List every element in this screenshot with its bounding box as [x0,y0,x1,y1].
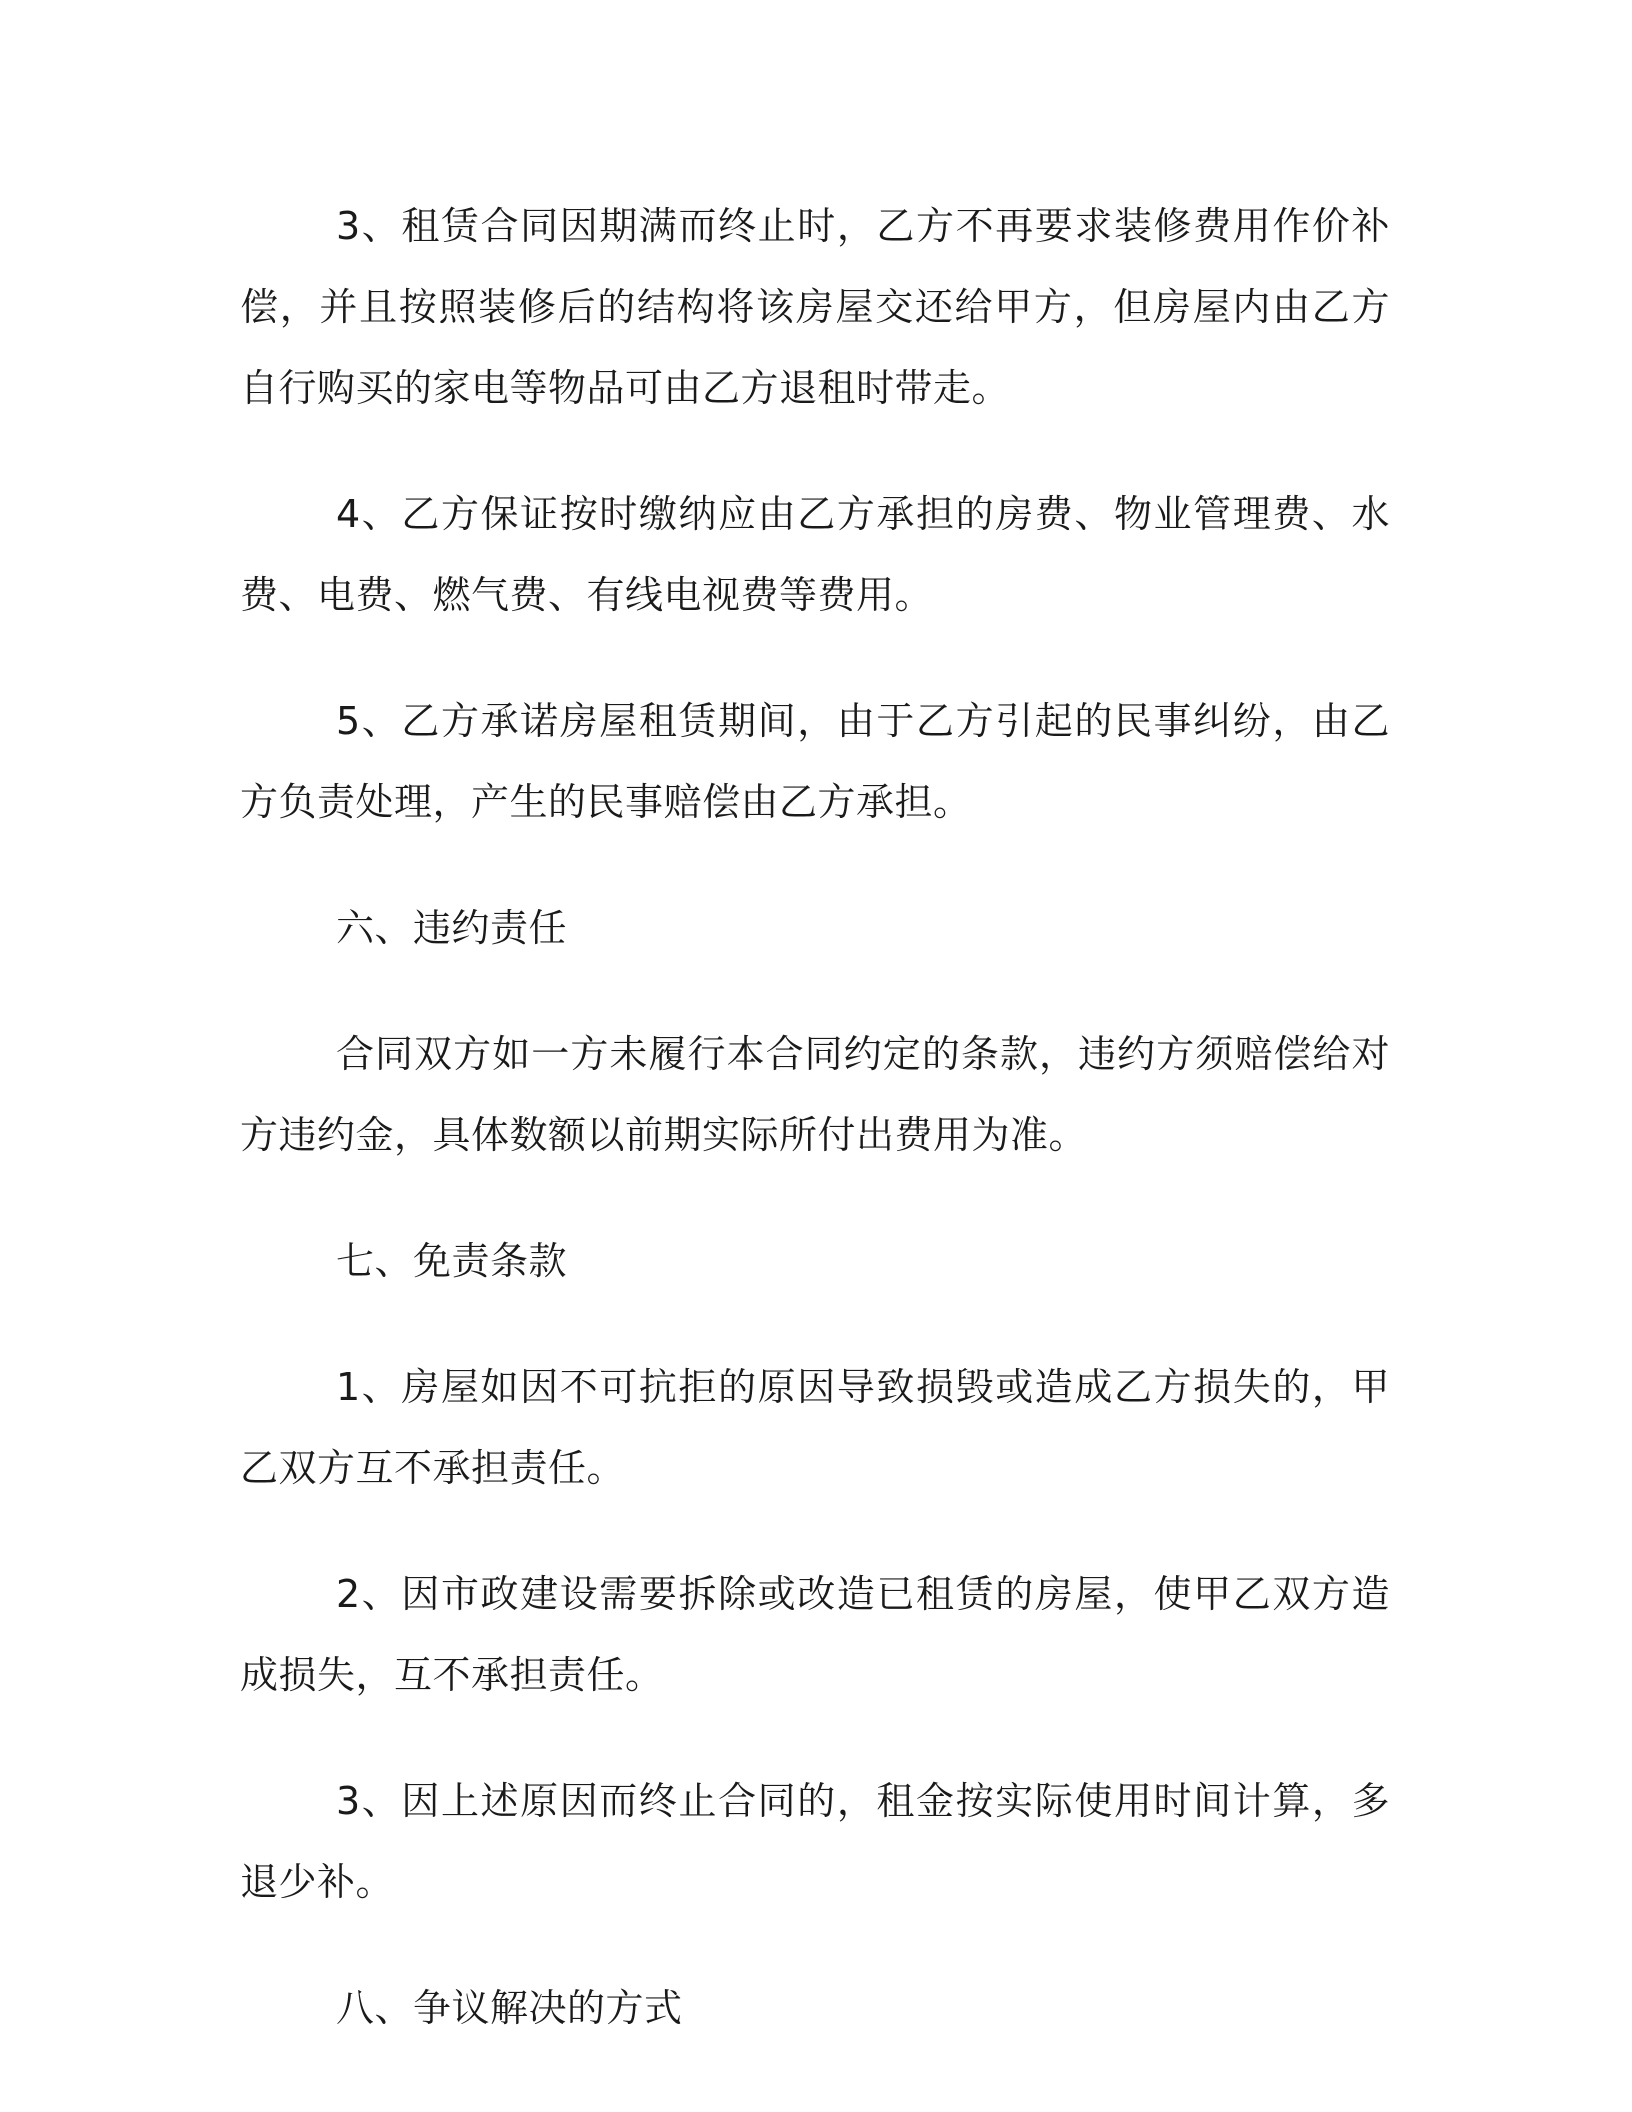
clause-paragraph: 3、租赁合同因期满而终止时，乙方不再要求装修费用作价补偿，并且按照装修后的结构将该房屋交还给甲方，但房屋内由乙方自行购买的家电等物品可由乙方退租时带走。 [240,204,1390,410]
clause-paragraph: 2、因市政建设需要拆除或改造已租赁的房屋，使甲乙双方造成损失，互不承担责任。 [240,1572,1390,1697]
clause-paragraph: 5、乙方承诺房屋租赁期间，由于乙方引起的民事纠纷，由乙方负责处理，产生的民事赔偿由乙方承担。 [240,699,1390,824]
clause-paragraph: 3、因上述原因而终止合同的，租金按实际使用时间计算，多退少补。 [240,1779,1390,1904]
section-heading: 八、争议解决的方式 [336,1986,683,2030]
clause-paragraph: 合同双方如一方未履行本合同约定的条款，违约方须赔偿给对方违约金，具体数额以前期实际所付出费用为准。 [240,1032,1390,1157]
section-heading: 六、违约责任 [336,906,568,950]
section-heading: 七、免责条款 [336,1239,568,1283]
clause-paragraph: 4、乙方保证按时缴纳应由乙方承担的房费、物业管理费、水费、电费、燃气费、有线电视费等费用。 [240,492,1390,617]
document-body [240,186,1390,2094]
clause-paragraph: 1、房屋如因不可抗拒的原因导致损毁或造成乙方损失的，甲乙双方互不承担责任。 [240,1365,1390,1490]
